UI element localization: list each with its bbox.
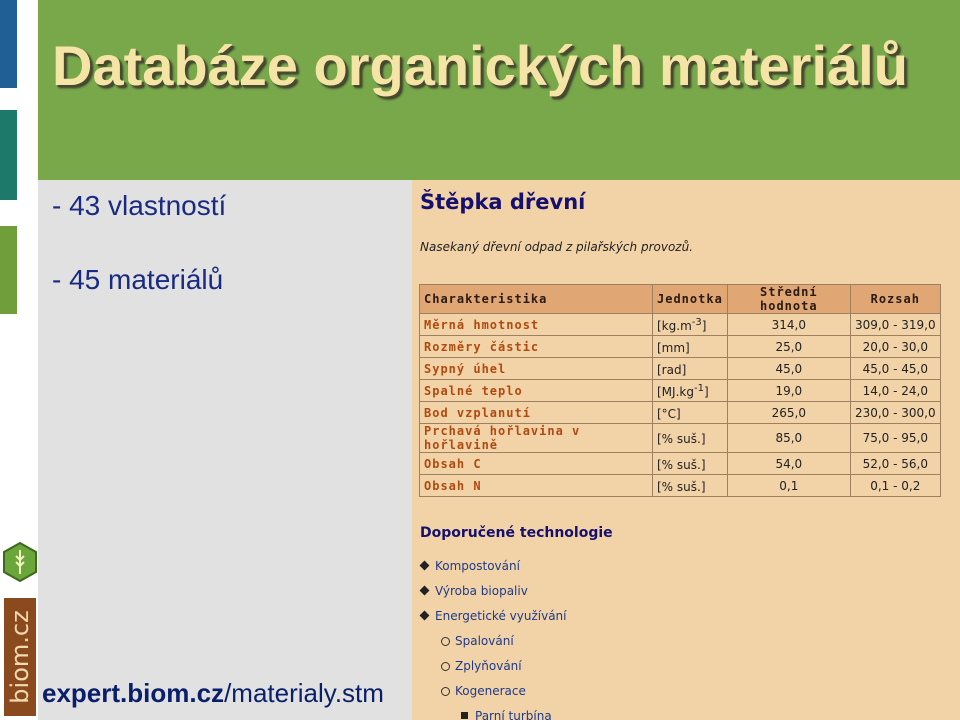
property-name: Obsah C bbox=[420, 453, 653, 475]
unit-base: [% suš.] bbox=[657, 432, 706, 446]
property-range: 20,0 - 30,0 bbox=[850, 336, 940, 358]
technology-label[interactable]: Zplyňování bbox=[455, 659, 522, 673]
technology-item[interactable] bbox=[420, 708, 566, 720]
unit-base: [°C] bbox=[657, 406, 681, 421]
property-name: Spalné teplo bbox=[420, 380, 653, 402]
property-mean: 25,0 bbox=[727, 336, 850, 358]
material-screenshot-panel bbox=[412, 180, 960, 720]
property-mean: 265,0 bbox=[727, 402, 850, 424]
technology-item[interactable] bbox=[420, 558, 566, 583]
property-name: Obsah N bbox=[420, 475, 653, 497]
unit-base: [% suš.] bbox=[657, 457, 706, 472]
property-unit bbox=[653, 402, 728, 424]
unit-base: [kg.m bbox=[657, 318, 692, 333]
table-row bbox=[420, 358, 941, 380]
table-row bbox=[420, 475, 941, 497]
slide-title: Databáze organických materiálů bbox=[52, 34, 908, 97]
header-unit: Jednotka bbox=[653, 285, 728, 314]
unit-base: [rad] bbox=[657, 362, 687, 377]
property-range: 309,0 - 319,0 bbox=[850, 314, 940, 336]
square-bullet-icon bbox=[461, 712, 468, 719]
url-path[interactable]: /materialy.stm bbox=[224, 678, 384, 708]
technology-item[interactable] bbox=[420, 658, 566, 683]
diamond-bullet-icon bbox=[420, 561, 430, 571]
unit-base: [MJ.kg bbox=[657, 384, 694, 399]
unit-base: [mm] bbox=[657, 340, 690, 355]
header-characteristic: Charakteristika bbox=[420, 285, 653, 314]
property-name: Prchavá hořlavina v hořlavině bbox=[420, 424, 653, 453]
table-row bbox=[420, 453, 941, 475]
wheat-hexagon-icon bbox=[2, 542, 38, 582]
technology-label[interactable]: Spalování bbox=[455, 634, 514, 648]
table-row bbox=[420, 380, 941, 402]
source-url[interactable] bbox=[42, 678, 384, 709]
bullet-properties: - 43 vlastností bbox=[52, 190, 227, 221]
circle-bullet-icon bbox=[441, 687, 450, 696]
table-row bbox=[420, 314, 941, 336]
table-header-row bbox=[420, 285, 941, 314]
unit-exponent: -1 bbox=[693, 382, 704, 394]
technology-item[interactable] bbox=[420, 633, 566, 658]
technology-label[interactable]: Výroba biopaliv bbox=[435, 584, 528, 598]
property-range: 52,0 - 56,0 bbox=[850, 453, 940, 475]
circle-bullet-icon bbox=[441, 637, 450, 646]
blue-decor-block bbox=[0, 0, 17, 88]
property-unit bbox=[653, 314, 728, 336]
table-row bbox=[420, 424, 941, 453]
property-range: 75,0 - 95,0 bbox=[850, 424, 940, 453]
diamond-bullet-icon bbox=[420, 586, 430, 596]
bullet-materials: - 45 materiálů bbox=[52, 264, 224, 295]
property-range: 230,0 - 300,0 bbox=[850, 402, 940, 424]
property-unit bbox=[653, 475, 728, 497]
technology-label[interactable]: Kogenerace bbox=[455, 684, 526, 698]
property-unit bbox=[653, 380, 728, 402]
header-mean: Střední hodnota bbox=[727, 285, 850, 314]
teal-decor-block bbox=[0, 110, 17, 200]
unit-exponent: -3 bbox=[691, 316, 702, 328]
technologies-list bbox=[420, 558, 566, 720]
property-unit bbox=[653, 453, 728, 475]
property-unit bbox=[653, 424, 728, 453]
property-range: 14,0 - 24,0 bbox=[850, 380, 940, 402]
material-title: Štěpka dřevní bbox=[420, 190, 586, 214]
unit-tail: ] bbox=[703, 384, 709, 399]
property-mean: 45,0 bbox=[727, 358, 850, 380]
property-mean: 19,0 bbox=[727, 380, 850, 402]
technology-label[interactable]: Kompostování bbox=[435, 559, 520, 573]
url-domain[interactable]: expert.biom.cz bbox=[42, 678, 225, 708]
unit-tail: ] bbox=[701, 318, 707, 333]
property-name: Měrná hmotnost bbox=[420, 314, 653, 336]
property-unit bbox=[653, 336, 728, 358]
technology-label[interactable]: Energetické využívání bbox=[435, 609, 567, 623]
circle-bullet-icon bbox=[441, 662, 450, 671]
property-mean: 54,0 bbox=[727, 453, 850, 475]
property-name: Bod vzplanutí bbox=[420, 402, 653, 424]
diamond-bullet-icon bbox=[420, 611, 430, 621]
property-mean: 85,0 bbox=[727, 424, 850, 453]
header-range: Rozsah bbox=[850, 285, 940, 314]
properties-table bbox=[419, 284, 941, 497]
property-mean: 0,1 bbox=[727, 475, 850, 497]
property-unit bbox=[653, 358, 728, 380]
property-range: 0,1 - 0,2 bbox=[850, 475, 940, 497]
technology-item[interactable] bbox=[420, 608, 566, 633]
biom-logo bbox=[4, 598, 36, 716]
green-decor-block bbox=[0, 226, 17, 314]
property-range: 45,0 - 45,0 bbox=[850, 358, 940, 380]
technology-item[interactable] bbox=[420, 583, 566, 608]
left-decor-strip bbox=[0, 0, 38, 720]
technologies-title: Doporučené technologie bbox=[420, 525, 613, 541]
technology-item[interactable] bbox=[420, 683, 566, 708]
biom-logo-text: biom.cz bbox=[6, 610, 34, 704]
technology-label[interactable]: Parní turbína bbox=[475, 709, 552, 720]
property-name: Sypný úhel bbox=[420, 358, 653, 380]
unit-base: [% suš.] bbox=[657, 479, 706, 494]
table-row bbox=[420, 336, 941, 358]
summary-panel bbox=[38, 180, 412, 720]
table-row bbox=[420, 402, 941, 424]
property-mean: 314,0 bbox=[727, 314, 850, 336]
property-name: Rozměry částic bbox=[420, 336, 653, 358]
material-description: Nasekaný dřevní odpad z pilařských provozů. bbox=[420, 240, 693, 254]
